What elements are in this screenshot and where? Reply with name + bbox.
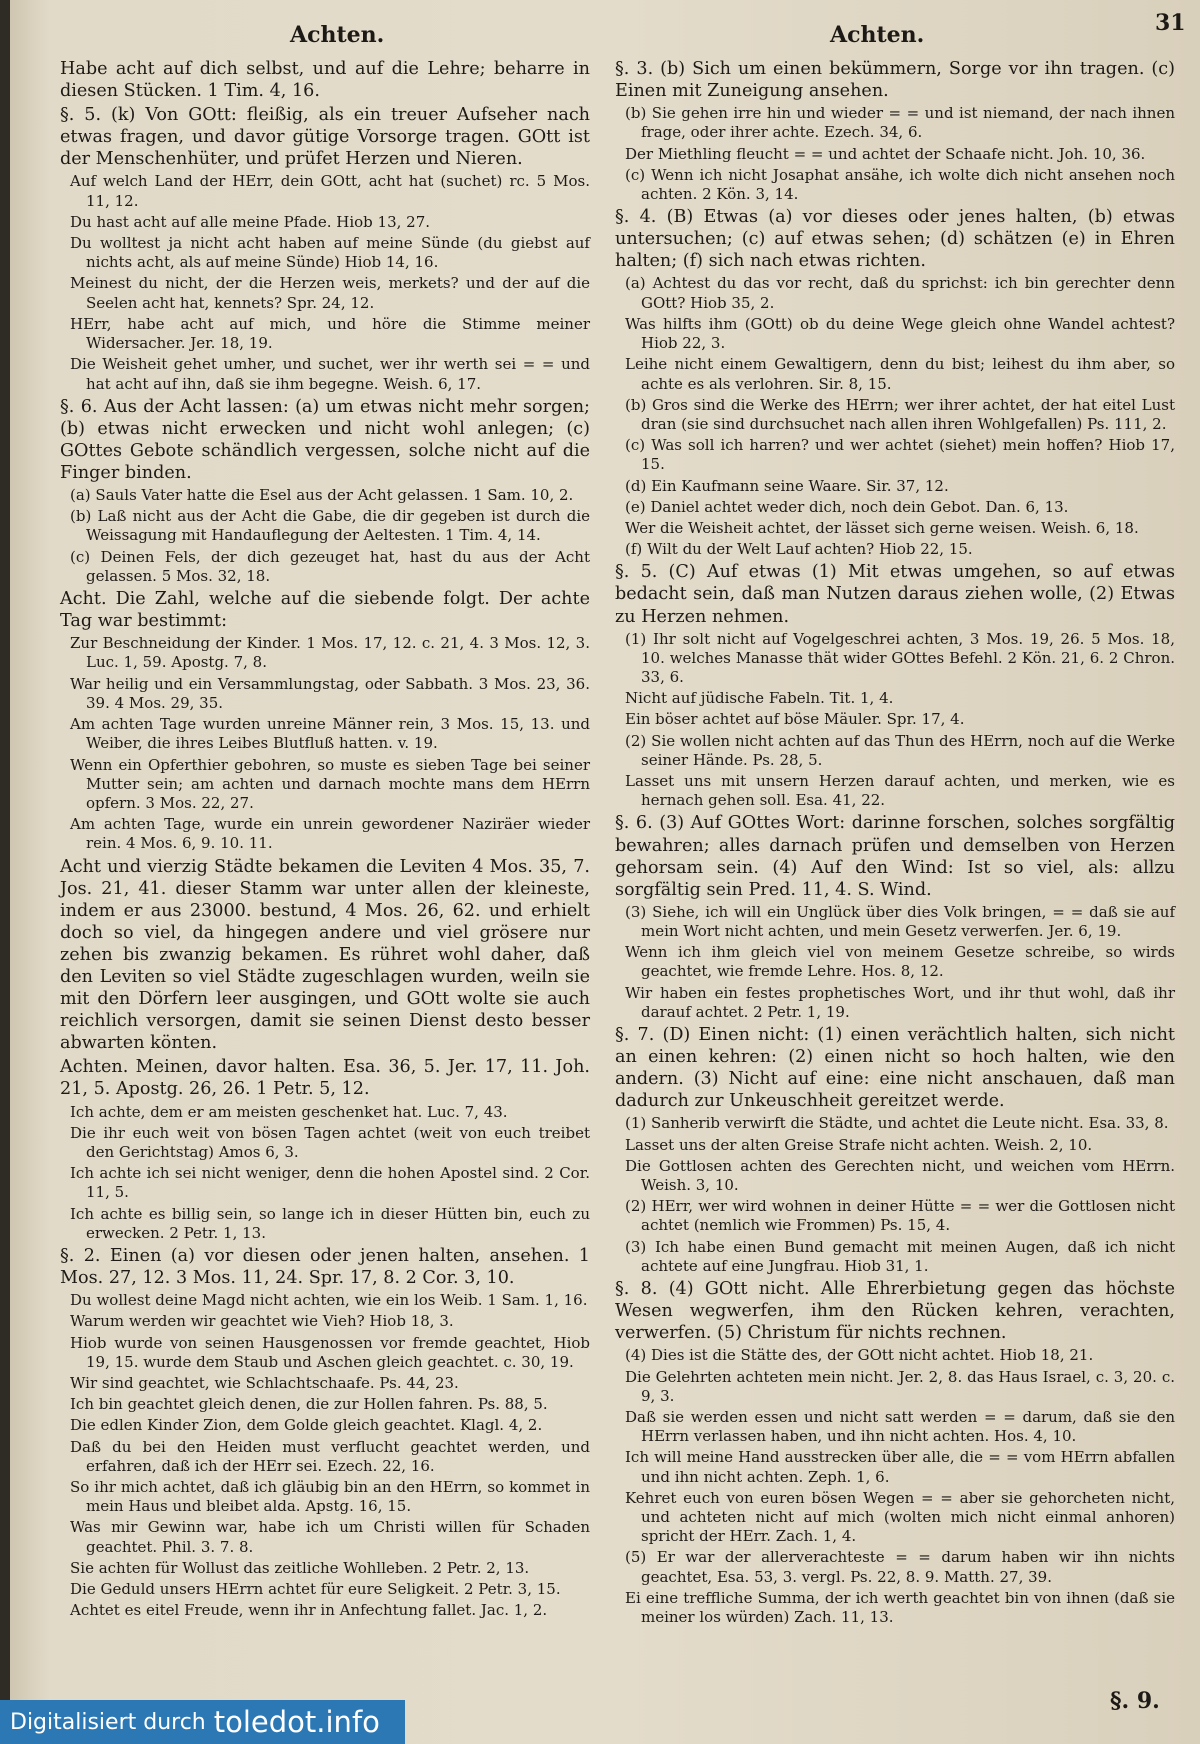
citation: Was hilfts ihm (GOtt) ob du deine Wege gleich ohne Wandel achtest? Hiob 22, 3. (625, 314, 1175, 353)
citation: Wir sind geachtet, wie Schlachtschaafe. Ps. 44, 23. (70, 1373, 459, 1392)
citation: Du wollest deine Magd nicht achten, wie ein los Weib. 1 Sam. 1, 16. (70, 1291, 588, 1310)
citation: Lasset uns mit unsern Herzen darauf achten, und merken, wie es hernach gehen soll. Esa. 41, 22. (625, 772, 1175, 810)
citation: Am achten Tage, wurde ein unrein gewordener Naziräer wieder rein. 4 Mos. 6, 9. 10. 11. (70, 815, 590, 853)
paragraph: §. 6. Aus der Acht lassen: (a) um etwas nicht mehr sorgen; (b) etwas nicht erwecken und nicht wohl anlegen; (c) GOttes Gebote schändlich vergessen, solche nicht auf die Finger binden. (60, 396, 590, 483)
citation: (d) Ein Kaufmann seine Waare. Sir. 37, 12. (625, 476, 949, 495)
citation: Ei eine treffliche Summa, der ich werth geachtet bin von ihnen (daß sie meiner los würden) Zach. 11, 13. (625, 1588, 1175, 1626)
citation: Achtet es eitel Freude, wenn ihr in Anfechtung fallet. Jac. 1, 2. (70, 1601, 548, 1620)
paragraph: Acht und vierzig Städte bekamen die Leviten 4 Mos. 35, 7. Jos. 21, 41. dieser Stamm war unter allen der kleineste, indem er aus 23000. bestund, 4 Mos. 26, 62. und erhielt doch so viel, da hingegen andere und viel grösere nur zehen bis zwanzig bekamen. Es rühret wohl daher, daß den Leviten so viel Städte zugeschlagen wurden, weiln sie mit den Dörfern leer ausgingen, und GOtt wolte sie auch reichlich versorgen, damit sie seinen Dienst desto besser abwarten könten. (60, 856, 590, 1054)
digitization-banner[interactable] (0, 1700, 405, 1744)
citation: Kehret euch von euren bösen Wegen = = aber sie gehorcheten nicht, und achteten nicht auf mich (wolten mich nicht einmal anhoren) spricht der HErr. Zach. 1, 4. (625, 1488, 1175, 1546)
citation: (a) Achtest du das vor recht, daß du sprichst: ich bin gerechter denn GOtt? Hiob 35, 2. (625, 274, 1175, 312)
citation: Wenn ich ihm gleich viel von meinem Gesetze schreibe, so wirds geachtet, wie fremde Lehre. Hos. 8, 12. (625, 943, 1175, 981)
citation: Meinest du nicht, der die Herzen weis, merkets? und der auf die Seelen acht hat, kennets? Spr. 24, 12. (70, 274, 590, 312)
citation: Daß du bei den Heiden must verflucht geachtet werden, und erfahren, daß ich der HErr sei. Ezech. 22, 16. (70, 1437, 590, 1475)
right-column (615, 58, 1175, 1629)
citation: Ich achte es billig sein, so lange ich in dieser Hütten bin, euch zu erwecken. 2 Petr. 1, 13. (70, 1204, 590, 1242)
citation: Daß sie werden essen und nicht satt werden = = darum, daß sie den HErrn verlassen haben, und ihn nicht achten. Hos. 4, 10. (625, 1407, 1175, 1446)
citation: Die Weisheit gehet umher, und suchet, wer ihr werth sei = = und hat acht auf ihn, daß sie ihm begegne. Weish. 6, 17. (70, 355, 590, 393)
paragraph: §. 4. (B) Etwas (a) vor dieses oder jenes halten, (b) etwas untersuchen; (c) auf etwas sehen; (d) schätzen (e) in Ehren halten; (f) sich nach etwas richten. (615, 207, 1175, 272)
citation: Ich achte, dem er am meisten geschenket hat. Luc. 7, 43. (70, 1102, 508, 1121)
citation: Nicht auf jüdische Fabeln. Tit. 1, 4. (625, 689, 894, 708)
citation: Auf welch Land der HErr, dein GOtt, acht hat (suchet) rc. 5 Mos. 11, 12. (70, 172, 590, 210)
citation: Du wolltest ja nicht acht haben auf meine Sünde (du giebst auf nichts acht, als auf meine Sünde) Hiob 14, 16. (70, 234, 590, 272)
paragraph: §. 8. (4) GOtt nicht. Alle Ehrerbietung gegen das höchste Wesen wegwerfen, ihm den Rücken kehren, verachten, verwerfen. (5) Christum für nichts rechnen. (615, 1279, 1175, 1344)
citation: Zur Beschneidung der Kinder. 1 Mos. 17, 12. c. 21, 4. 3 Mos. 12, 3. Luc. 1, 59. Apostg. 7, 8. (70, 634, 590, 672)
citation: Die Gelehrten achteten mein nicht. Jer. 2, 8. das Haus Israel, c. 3, 20. c. 9, 3. (625, 1367, 1175, 1405)
citation: Die Gottlosen achten des Gerechten nicht, und weichen vom HErrn. Weish. 3, 10. (625, 1156, 1175, 1195)
citation: (3) Siehe, ich will ein Unglück über dies Volk bringen, = = daß sie auf mein Wort nicht achten, und mein Gesetz verwerfen. Jer. 6, 19. (625, 902, 1175, 941)
citation: Hiob wurde von seinen Hausgenossen vor fremde geachtet, Hiob 19, 15. wurde dem Staub und Aschen gleich geachtet. c. 30, 19. (70, 1333, 590, 1371)
citation: (c) Deinen Fels, der dich gezeuget hat, hast du aus der Acht gelassen. 5 Mos. 32, 18. (70, 547, 590, 585)
citation: (f) Wilt du der Welt Lauf achten? Hiob 22, 15. (625, 540, 973, 559)
citation: (2) HErr, wer wird wohnen in deiner Hütte = = wer die Gottlosen nicht achtet (nemlich wie Frommen) Ps. 15, 4. (625, 1197, 1175, 1235)
citation: (5) Er war der allerverachteste = = darum haben wir ihn nichts geachtet, Esa. 53, 3. vergl. Ps. 22, 8. 9. Matth. 27, 39. (625, 1548, 1175, 1586)
citation: Wer die Weisheit achtet, der lässet sich gerne weisen. Weish. 6, 18. (625, 518, 1139, 537)
paragraph: §. 2. Einen (a) vor diesen oder jenen halten, ansehen. 1 Mos. 27, 12. 3 Mos. 11, 24. Spr. 17, 8. 2 Cor. 3, 10. (60, 1245, 590, 1289)
banner-site-link[interactable]: toledot.info (213, 1705, 380, 1739)
paragraph: §. 5. (C) Auf etwas (1) Mit etwas umgehen, so auf etwas bedacht sein, daß man Nutzen daraus ziehen wolle, (2) Etwas zu Herzen nehmen. (615, 562, 1175, 627)
citation: (b) Gros sind die Werke des HErrn; wer ihrer achtet, der hat eitel Lust dran (sie sind durchsuchet nach allen ihren Wohlgefallen) Ps. 111, 2. (625, 395, 1175, 433)
citation: (1) Ihr solt nicht auf Vogelgeschrei achten, 3 Mos. 19, 26. 5 Mos. 18, 10. welches Manasse thät wider GOttes Befehl. 2 Kön. 21, 6. 2 Chron. 33, 6. (625, 629, 1175, 687)
catchword: §. 9. (1110, 1688, 1160, 1714)
banner-prefix: Digitalisiert durch (10, 1709, 206, 1735)
citation: Warum werden wir geachtet wie Vieh? Hiob 18, 3. (70, 1312, 454, 1331)
citation: Ich achte ich sei nicht weniger, denn die hohen Apostel sind. 2 Cor. 11, 5. (70, 1164, 590, 1202)
citation: Wir haben ein festes prophetisches Wort, und ihr thut wohl, daß ihr darauf achtet. 2 Petr. 1, 19. (625, 983, 1175, 1021)
citation: Ich will meine Hand ausstrecken über alle, die = = vom HErrn abfallen und ihn nicht achten. Zeph. 1, 6. (625, 1448, 1175, 1486)
citation: Lasset uns der alten Greise Strafe nicht achten. Weish. 2, 10. (625, 1135, 1093, 1154)
citation: (e) Daniel achtet weder dich, noch dein Gebot. Dan. 6, 13. (625, 497, 1069, 516)
citation: Ein böser achtet auf böse Mäuler. Spr. 17, 4. (625, 710, 965, 729)
citation: (c) Wenn ich nicht Josaphat ansähe, ich wolte dich nicht ansehen noch achten. 2 Kön. 3, 14. (625, 165, 1175, 203)
citation: Die ihr euch weit von bösen Tagen achtet (weit von euch treibet den Gerichtstag) Amos 6, 3. (70, 1123, 590, 1161)
citation: Die edlen Kinder Zion, dem Golde gleich geachtet. Klagl. 4, 2. (70, 1416, 543, 1435)
citation: Was mir Gewinn war, habe ich um Christi willen für Schaden geachtet. Phil. 3. 7. 8. (70, 1518, 590, 1556)
paragraph: §. 6. (3) Auf GOttes Wort: darinne forschen, solches sorgfältig bewahren; alles darnach prüfen und demselben von Herzen gehorsam sein. (4) Auf den Wind: Ist so viel, als: allzu sorgfältig sein Pred. 11, 4. S. Wind. (615, 813, 1175, 900)
citation: (b) Laß nicht aus der Acht die Gabe, die dir gegeben ist durch die Weissagung mit Handauflegung der Aeltesten. 1 Tim. 4, 14. (70, 507, 590, 545)
citation: HErr, habe acht auf mich, und höre die Stimme meiner Widersacher. Jer. 18, 19. (70, 314, 590, 353)
citation: (a) Sauls Vater hatte die Esel aus der Acht gelassen. 1 Sam. 10, 2. (70, 486, 574, 505)
citation: Wenn ein Opferthier gebohren, so muste es sieben Tage bei seiner Mutter sein; am achten und darnach mochte mans dem HErrn opfern. 3 Mos. 22, 27. (70, 755, 590, 812)
paragraph: Habe acht auf dich selbst, und auf die Lehre; beharre in diesen Stücken. 1 Tim. 4, 16. (60, 59, 590, 102)
citation: (b) Sie gehen irre hin und wieder = = und ist niemand, der nach ihnen frage, oder ihrer achte. Ezech. 34, 6. (625, 104, 1175, 142)
citation: Sie achten für Wollust das zeitliche Wohlleben. 2 Petr. 2, 13. (70, 1558, 530, 1577)
citation: Du hast acht auf alle meine Pfade. Hiob 13, 27. (70, 212, 431, 231)
right-column-heading: Achten. (830, 22, 925, 48)
citation: Die Geduld unsers HErrn achtet für eure Seligkeit. 2 Petr. 3, 15. (70, 1580, 561, 1598)
paragraph: §. 7. (D) Einen nicht: (1) einen verächtlich halten, sich nicht an einen kehren: (2) einen nicht so hoch halten, wie den andern. (3) Nicht auf eine: eine nicht anschauen, daß man dadurch zur Unkeuschheit gereitzet werde. (615, 1025, 1175, 1112)
citation: (3) Ich habe einen Bund gemacht mit meinen Augen, daß ich nicht achtete auf eine Jungfrau. Hiob 31, 1. (625, 1237, 1175, 1275)
paragraph: Achten. Meinen, davor halten. Esa. 36, 5. Jer. 17, 11. Joh. 21, 5. Apostg. 26, 26. 1 Petr. 5, 12. (60, 1057, 590, 1100)
citation: Der Miethling fleucht = = und achtet der Schaafe nicht. Joh. 10, 36. (625, 144, 1146, 163)
paragraph: §. 5. (k) Von GOtt: fleißig, als ein treuer Aufseher nach etwas fragen, und davor gütige Vorsorge tragen. GOtt ist der Menschenhüter, und prüfet Herzen und Nieren. (60, 105, 590, 170)
paragraph: §. 3. (b) Sich um einen bekümmern, Sorge vor ihn tragen. (c) Einen mit Zuneigung ansehen. (615, 59, 1175, 102)
citation: War heilig und ein Versammlungstag, oder Sabbath. 3 Mos. 23, 36. 39. 4 Mos. 29, 35. (70, 674, 590, 712)
left-column-heading: Achten. (290, 22, 385, 48)
citation: (4) Dies ist die Stätte des, der GOtt nicht achtet. Hiob 18, 21. (625, 1346, 1094, 1365)
citation: Leihe nicht einem Gewaltigern, denn du bist; leihest du ihm aber, so achte es als verlohren. Sir. 8, 15. (625, 355, 1175, 393)
citation: (c) Was soll ich harren? und wer achtet (siehet) mein hoffen? Hiob 17, 15. (625, 436, 1175, 474)
citation: So ihr mich achtet, daß ich gläubig bin an den HErrn, so kommet in mein Haus und bleibet alda. Apstg. 16, 15. (70, 1477, 590, 1516)
left-column (60, 58, 590, 1622)
citation: Am achten Tage wurden unreine Männer rein, 3 Mos. 15, 13. und Weiber, die ihres Leibes Blutfluß hatten. v. 19. (70, 715, 590, 753)
page-number: 31 (1155, 10, 1186, 36)
citation: (2) Sie wollen nicht achten auf das Thun des HErrn, noch auf die Werke seiner Hände. Ps. 28, 5. (625, 731, 1175, 769)
book-page (10, 0, 1200, 1744)
paragraph: Acht. Die Zahl, welche auf die siebende folgt. Der achte Tag war bestimmt: (60, 589, 590, 632)
citation: Ich bin geachtet gleich denen, die zur Hollen fahren. Ps. 88, 5. (70, 1395, 548, 1414)
citation: (1) Sanherib verwirft die Städte, und achtet die Leute nicht. Esa. 33, 8. (625, 1114, 1169, 1133)
